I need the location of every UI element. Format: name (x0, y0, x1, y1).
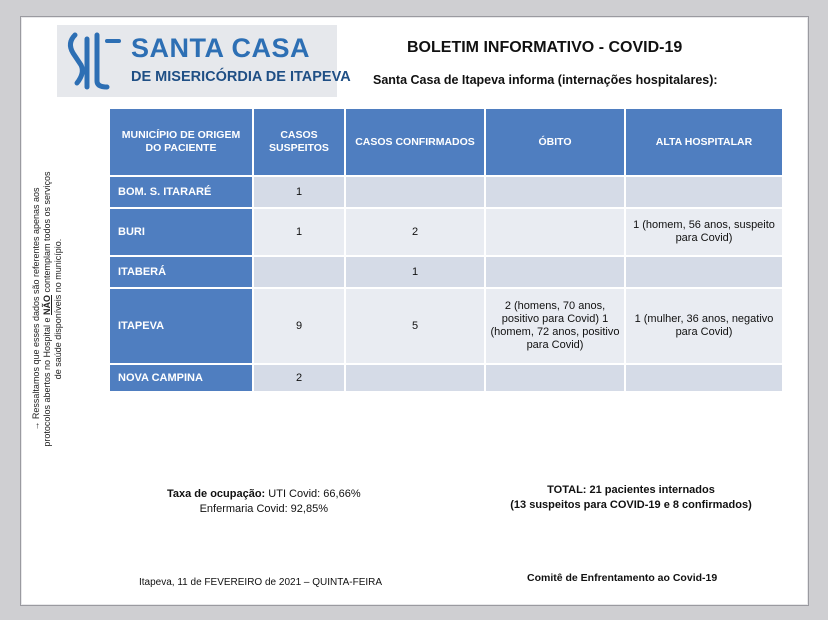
santa-casa-logo-icon (63, 31, 123, 91)
cell-suspeitos: 1 (253, 176, 345, 208)
table-row (109, 208, 783, 256)
cell-municipio: BURI (109, 208, 253, 256)
table-row (109, 288, 783, 364)
cell-municipio: BOM. S. ITARARÉ (109, 176, 253, 208)
table-header-row (109, 108, 783, 176)
cell-suspeitos: 1 (253, 208, 345, 256)
cell-obito: 2 (homens, 70 anos, positivo para Covid) 1 (homem, 72 anos, positivo para Covid) (485, 288, 625, 364)
cell-alta (625, 364, 783, 392)
total-line-2: (13 suspeitos para COVID-19 e 8 confirmados) (510, 499, 752, 511)
page-title: BOLETIM INFORMATIVO - COVID-19 (407, 39, 683, 56)
table-row (109, 364, 783, 392)
cell-confirmados: 2 (345, 208, 485, 256)
header-obito: ÓBITO (485, 108, 625, 176)
header-suspeitos: CASOS SUSPEITOS (253, 108, 345, 176)
total-summary (481, 483, 781, 513)
cell-municipio: ITABERÁ (109, 256, 253, 288)
table-row (109, 256, 783, 288)
disclaimer-note (31, 169, 64, 449)
occupancy-label: Taxa de ocupação: (167, 488, 266, 500)
cell-alta (625, 176, 783, 208)
disclaimer-emphasis: NÃO (42, 295, 52, 315)
cell-confirmados (345, 176, 485, 208)
cell-obito (485, 176, 625, 208)
hospitalization-table (108, 107, 784, 393)
hospital-logo (57, 25, 351, 97)
cell-alta: 1 (mulher, 36 anos, negativo para Covid) (625, 288, 783, 364)
cell-municipio: ITAPEVA (109, 288, 253, 364)
header-municipio: MUNICÍPIO DE ORIGEM DO PACIENTE (109, 108, 253, 176)
logo-subtitle: DE MISERICÓRDIA DE ITAPEVA (131, 69, 351, 85)
header-confirmados: CASOS CONFIRMADOS (345, 108, 485, 176)
cell-suspeitos: 2 (253, 364, 345, 392)
cell-suspeitos: 9 (253, 288, 345, 364)
table-row (109, 176, 783, 208)
header-alta: ALTA HOSPITALAR (625, 108, 783, 176)
cell-alta (625, 256, 783, 288)
committee-signature: Comitê de Enfrentamento ao Covid-19 (527, 572, 718, 584)
disclaimer-text-2: contemplam todos os serviços de saúde disponíveis no município. (42, 171, 63, 380)
logo-title: SANTA CASA (131, 33, 310, 63)
bulletin-slide (20, 16, 809, 606)
occupancy-rates (167, 487, 361, 517)
cell-confirmados: 1 (345, 256, 485, 288)
total-line-1: TOTAL: 21 pacientes internados (547, 484, 715, 496)
cell-alta: 1 (homem, 56 anos, suspeito para Covid) (625, 208, 783, 256)
cell-obito (485, 208, 625, 256)
arrow-icon: → (31, 421, 41, 431)
cell-confirmados (345, 364, 485, 392)
cell-suspeitos (253, 256, 345, 288)
disclaimer-text-1: Ressaltamos que esses dados são referentes apenas aos protocolos abertos no Hospital e (31, 187, 52, 447)
cell-obito (485, 256, 625, 288)
ward-rate: Enfermaria Covid: 92,85% (199, 503, 328, 515)
uti-rate: UTI Covid: 66,66% (265, 488, 361, 500)
cell-municipio: NOVA CAMPINA (109, 364, 253, 392)
cell-confirmados: 5 (345, 288, 485, 364)
report-date: Itapeva, 11 de FEVEREIRO de 2021 – QUINTA-FEIRA (139, 577, 383, 588)
page-subtitle: Santa Casa de Itapeva informa (internações hospitalares): (373, 73, 718, 87)
cell-obito (485, 364, 625, 392)
